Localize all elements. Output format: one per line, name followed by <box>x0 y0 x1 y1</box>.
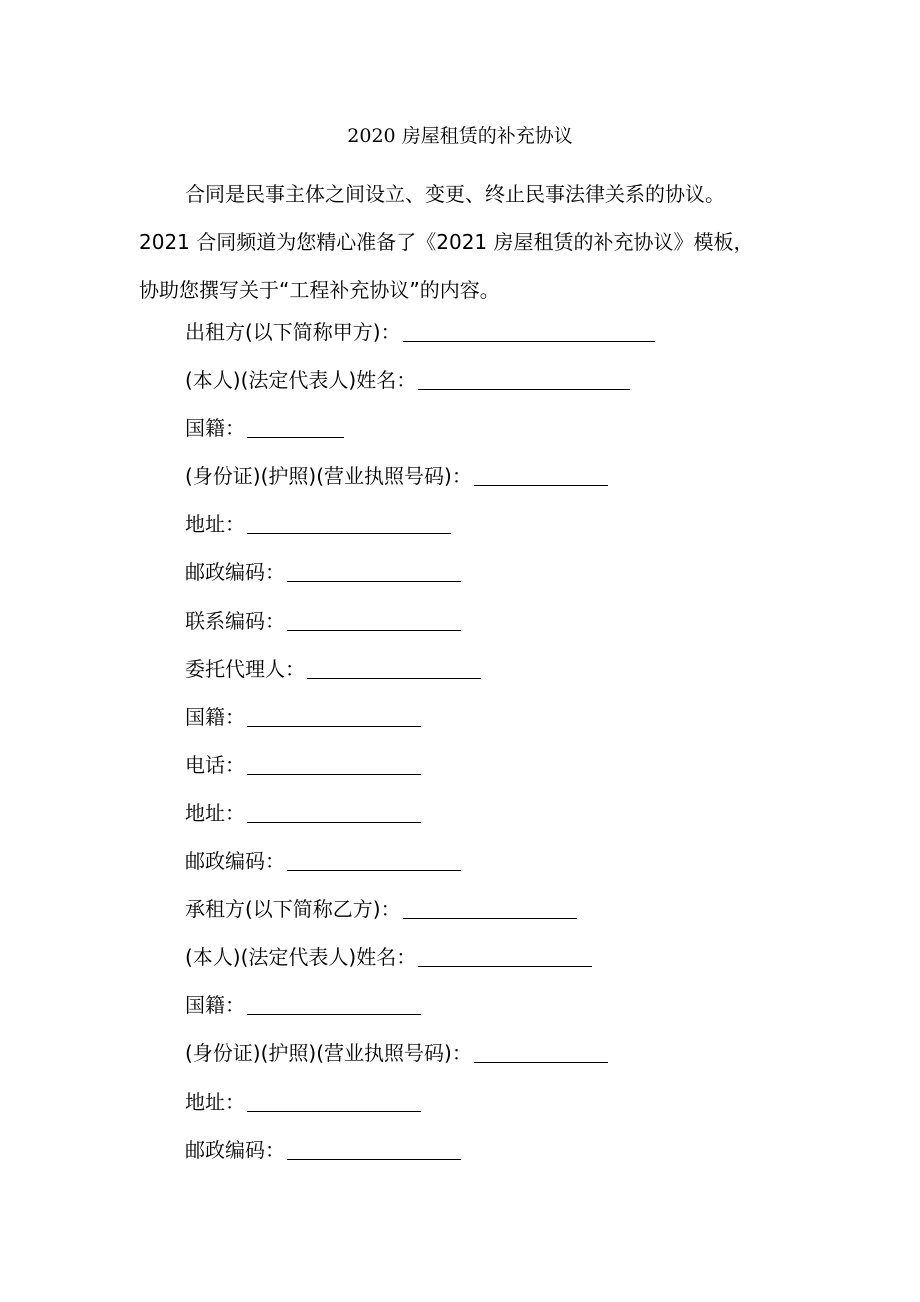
field-label: 国籍： <box>185 993 245 1018</box>
field-label: 承租方(以下简称乙方)： <box>185 897 401 922</box>
form-field-row <box>185 1029 655 1077</box>
form-field-row <box>185 1078 655 1126</box>
form-field-row <box>185 452 655 500</box>
fill-in-blank <box>247 725 421 727</box>
intro-line: 2021 合同频道为您精心准备了《2021 房屋租赁的补充协议》模板， <box>139 230 754 254</box>
fill-in-blank <box>287 1158 461 1160</box>
fill-in-blank <box>403 917 577 919</box>
fill-in-blank <box>247 1110 421 1112</box>
form-field-row <box>185 693 655 741</box>
field-label: 国籍： <box>185 416 245 441</box>
fill-in-blank <box>418 965 592 967</box>
form-field-row <box>185 741 655 789</box>
form-field-row <box>185 981 655 1029</box>
fill-in-blank <box>307 677 481 679</box>
form-field-row <box>185 885 655 933</box>
fill-in-blank <box>474 1061 608 1063</box>
fill-in-blank <box>474 484 608 486</box>
field-label: (本人)(法定代表人)姓名： <box>185 945 417 970</box>
fill-in-blank <box>287 580 461 582</box>
field-label: (身份证)(护照)(营业执照号码)： <box>185 464 472 489</box>
form-field-row <box>185 548 655 596</box>
party-info-fields <box>185 308 655 1174</box>
form-field-row <box>185 404 655 452</box>
fill-in-blank <box>247 773 421 775</box>
field-label: 地址： <box>185 512 245 537</box>
intro-line: 协助您撰写关于“工程补充协议”的内容。 <box>139 278 500 302</box>
fill-in-blank <box>247 532 451 534</box>
field-label: (身份证)(护照)(营业执照号码)： <box>185 1041 472 1066</box>
form-field-row <box>185 308 655 356</box>
fill-in-blank <box>247 821 421 823</box>
field-label: 委托代理人： <box>185 656 305 681</box>
fill-in-blank <box>247 1013 421 1015</box>
form-field-row <box>185 645 655 693</box>
fill-in-blank <box>418 388 630 390</box>
fill-in-blank <box>287 629 461 631</box>
form-field-row <box>185 837 655 885</box>
field-label: 电话： <box>185 752 245 777</box>
document-title: 2020 房屋租赁的补充协议 <box>347 125 573 147</box>
field-label: 国籍： <box>185 704 245 729</box>
fill-in-blank <box>287 869 461 871</box>
form-field-row <box>185 1126 655 1174</box>
field-label: 邮政编码： <box>185 1137 285 1162</box>
form-field-row <box>185 933 655 981</box>
fill-in-blank <box>247 436 344 438</box>
field-label: 邮政编码： <box>185 849 285 874</box>
field-label: (本人)(法定代表人)姓名： <box>185 368 417 393</box>
field-label: 出租方(以下简称甲方)： <box>185 320 401 344</box>
form-field-row <box>185 789 655 837</box>
field-label: 联系编码： <box>185 608 285 633</box>
form-field-row <box>185 356 655 404</box>
form-field-row <box>185 500 655 548</box>
fill-in-blank <box>403 340 655 342</box>
field-label: 地址： <box>185 1089 245 1114</box>
field-label: 地址： <box>185 800 245 825</box>
form-field-row <box>185 597 655 645</box>
intro-paragraph <box>139 170 799 314</box>
intro-line: 合同是民事主体之间设立、变更、终止民事法律关系的协议。 <box>185 182 725 206</box>
field-label: 邮政编码： <box>185 560 285 585</box>
